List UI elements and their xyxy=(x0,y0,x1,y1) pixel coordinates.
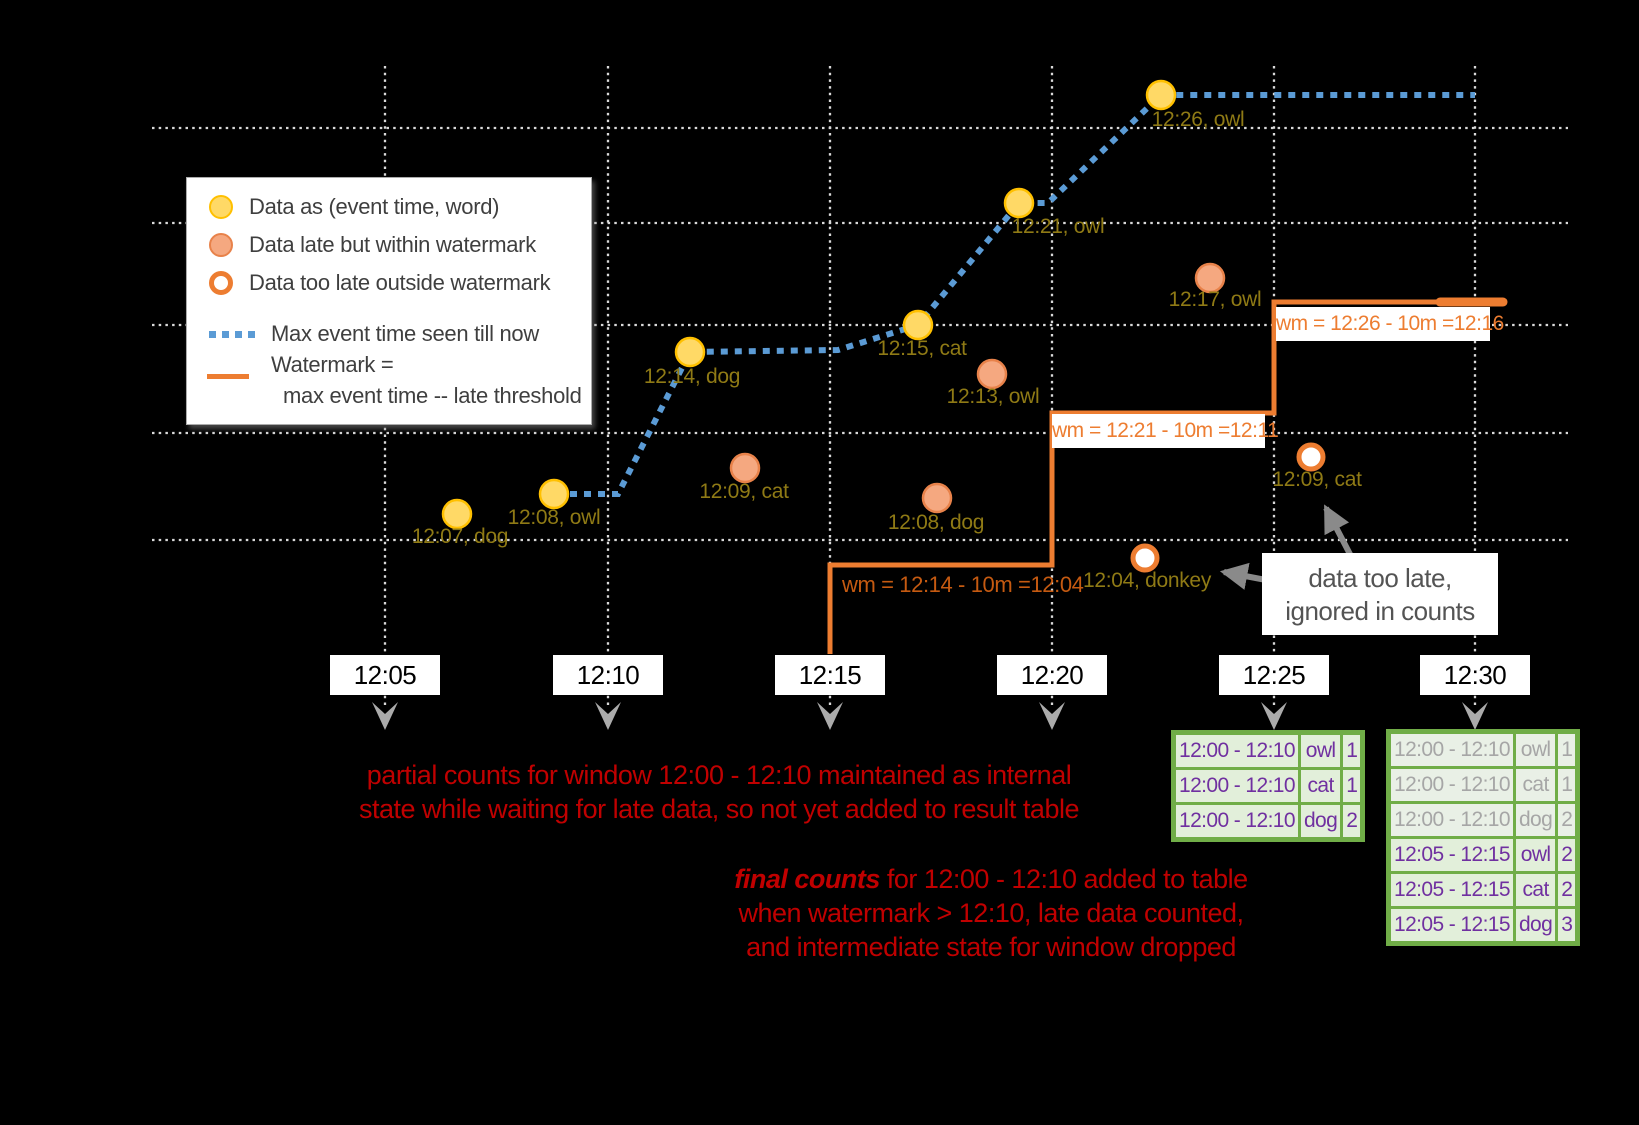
word-cell: cat xyxy=(1516,769,1555,801)
point-12-14-dog xyxy=(676,338,704,366)
word-cell: owl xyxy=(1516,839,1555,871)
partial-counts-note-line2: state while waiting for late data, so not yet added to result table xyxy=(359,794,1079,824)
result-table-12-25 xyxy=(1171,730,1365,842)
window-cell: 12:05 - 12:15 xyxy=(1391,874,1513,906)
final-counts-emphasis: final counts xyxy=(734,864,880,894)
window-cell: 12:00 - 12:10 xyxy=(1391,769,1513,801)
watermark-label-3: wm = 12:26 - 10m =12:16 xyxy=(1276,307,1490,341)
point-late-12-09-cat xyxy=(731,454,759,482)
too-late-callout-line1: data too late, xyxy=(1308,563,1452,593)
point-12-07-dog xyxy=(443,500,471,528)
point-label: 12:09, cat xyxy=(1272,468,1362,491)
legend-label: max event time -- late threshold xyxy=(283,383,582,408)
count-cell: 1 xyxy=(1343,735,1360,767)
point-late-12-08-dog xyxy=(923,484,951,512)
watermark-label-1: wm = 12:14 - 10m =12:04 xyxy=(842,572,1084,597)
window-cell: 12:00 - 12:10 xyxy=(1176,805,1298,837)
point-late-12-13-owl xyxy=(978,360,1006,388)
count-cell: 2 xyxy=(1558,839,1575,871)
word-cell: owl xyxy=(1301,735,1340,767)
legend-item-late xyxy=(209,232,536,258)
tick-arrow-icons xyxy=(372,702,1488,730)
point-label: 12:14, dog xyxy=(643,365,741,388)
too-late-callout-line2: ignored in counts xyxy=(1285,596,1475,626)
legend xyxy=(186,177,592,425)
word-cell: dog xyxy=(1301,805,1340,837)
table-row xyxy=(1391,769,1575,801)
tick-12-05: 12:05 xyxy=(330,655,440,695)
window-cell: 12:00 - 12:10 xyxy=(1391,804,1513,836)
table-row xyxy=(1391,804,1575,836)
window-cell: 12:00 - 12:10 xyxy=(1176,735,1298,767)
watermark-label-2: wm = 12:21 - 10m =12:11 xyxy=(1052,414,1265,448)
word-cell: cat xyxy=(1516,874,1555,906)
partial-counts-note xyxy=(329,758,1109,826)
dotted-line-icon xyxy=(209,331,255,338)
final-counts-note-line2: when watermark > 12:10, late data counted, xyxy=(738,898,1244,928)
point-12-08-owl xyxy=(540,480,568,508)
point-label: 12:21, owl xyxy=(1011,215,1105,238)
point-label: 12:09, cat xyxy=(699,480,789,503)
point-label: 12:04, donkey xyxy=(1082,569,1212,592)
table-row xyxy=(1391,909,1575,941)
result-table-12-30 xyxy=(1386,729,1580,946)
tick-12-25: 12:25 xyxy=(1219,655,1329,695)
count-cell: 1 xyxy=(1558,769,1575,801)
legend-label: Data late but within watermark xyxy=(249,232,536,257)
word-cell: dog xyxy=(1516,909,1555,941)
window-cell: 12:05 - 12:15 xyxy=(1391,909,1513,941)
final-counts-note xyxy=(700,862,1282,964)
window-cell: 12:05 - 12:15 xyxy=(1391,839,1513,871)
tick-12-15: 12:15 xyxy=(775,655,885,695)
legend-label: Max event time seen till now xyxy=(271,321,539,346)
table-row xyxy=(1176,770,1360,802)
point-label: 12:13, owl xyxy=(946,385,1040,408)
legend-item-watermark xyxy=(271,352,393,378)
point-toolate-12-04-donkey xyxy=(1133,546,1157,570)
table-row xyxy=(1176,735,1360,767)
on-time-point-icon xyxy=(209,195,233,219)
count-cell: 2 xyxy=(1558,874,1575,906)
window-cell: 12:00 - 12:10 xyxy=(1391,734,1513,766)
point-12-15-cat xyxy=(904,311,932,339)
legend-label: Watermark = xyxy=(271,352,394,377)
legend-item-on-time xyxy=(209,194,499,220)
count-cell: 1 xyxy=(1558,734,1575,766)
point-label: 12:17, owl xyxy=(1168,288,1262,311)
legend-item-max-event-time xyxy=(209,321,539,347)
count-cell: 2 xyxy=(1558,804,1575,836)
legend-item-watermark-def xyxy=(283,383,582,409)
too-late-callout xyxy=(1262,553,1498,635)
tick-12-30: 12:30 xyxy=(1420,655,1530,695)
watermark-line-icon xyxy=(207,374,249,379)
tick-12-10: 12:10 xyxy=(553,655,663,695)
final-counts-line1-rest: for 12:00 - 12:10 added to table xyxy=(879,864,1248,894)
window-cell: 12:00 - 12:10 xyxy=(1176,770,1298,802)
table-row xyxy=(1391,874,1575,906)
legend-label: Data too late outside watermark xyxy=(249,270,551,295)
count-cell: 1 xyxy=(1343,770,1360,802)
point-label: 12:08, dog xyxy=(887,511,985,534)
count-cell: 3 xyxy=(1558,909,1575,941)
table-row xyxy=(1391,839,1575,871)
legend-item-too-late xyxy=(209,270,550,296)
word-cell: dog xyxy=(1516,804,1555,836)
point-toolate-12-09-cat xyxy=(1299,445,1323,469)
point-label: 12:15, cat xyxy=(877,337,967,360)
point-label: 12:26, owl xyxy=(1151,108,1245,131)
word-cell: owl xyxy=(1516,734,1555,766)
late-point-icon xyxy=(209,233,233,257)
tick-12-20: 12:20 xyxy=(997,655,1107,695)
point-12-21-owl xyxy=(1005,189,1033,217)
point-label: 12:08, owl xyxy=(507,506,601,529)
table-row xyxy=(1391,734,1575,766)
point-label: 12:07, dog xyxy=(411,525,509,548)
partial-counts-note-line1: partial counts for window 12:00 - 12:10 maintained as internal xyxy=(366,760,1072,790)
word-cell: cat xyxy=(1301,770,1340,802)
table-row xyxy=(1176,805,1360,837)
too-late-point-icon xyxy=(209,271,233,295)
final-counts-note-line3: and intermediate state for window dropped xyxy=(746,932,1236,962)
legend-label: Data as (event time, word) xyxy=(249,194,500,219)
final-counts-note-line1 xyxy=(700,862,1282,896)
max-event-time-line xyxy=(556,95,1475,494)
count-cell: 2 xyxy=(1343,805,1360,837)
point-12-26-owl xyxy=(1147,81,1175,109)
